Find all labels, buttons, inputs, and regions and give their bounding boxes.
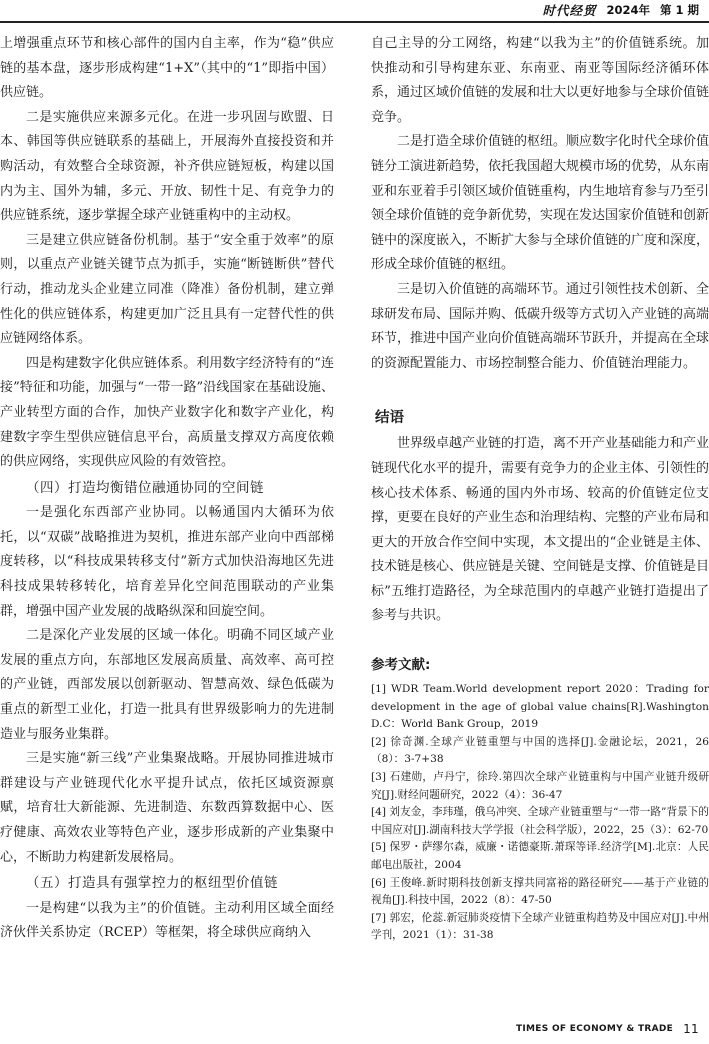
left-paragraph-8: 一是构建“以我为主”的价值链。主动利用区域全面经济伙伴关系协定（RCEP）等框架，将全球供应商纳入 — [0, 900, 334, 941]
page-footer — [516, 1022, 699, 1036]
left-column — [0, 32, 334, 946]
reference-item: [6] 王俊峰.新时期科技创新支撑共同富裕的路径研究——基于产业链的视角[J].科技中国，2022（8）：47-50 — [371, 876, 709, 907]
journal-title: 时代经贸 — [542, 3, 597, 18]
reference-list — [371, 681, 709, 945]
conclusion-paragraph: 世界级卓越产业链的打造，离不开产业基础能力和产业链现代化水平的提升，需要有竞争力的企业主体、引领性的核心技术体系、畅通的国内外市场、较高的价值链定位支撑，更要在良好的产业生态和治理结构、完整的产业布局和更大的开放合作空间中实现，本文提出的“企业链是主体、技术链是核心、供应链是关键、空间链是支撑、价值链是目标”五维打造路径，为全球范围内的卓越产业链打造提出了参考与共识。 — [371, 436, 709, 624]
conclusion-heading: 结语 — [375, 410, 404, 427]
right-paragraph-2: 二是打造全球价值链的枢纽。顺应数字化时代全球价值链分工演进新趋势，依托我国超大规模市场的优势，从东南亚和东亚着手引领区域价值链重构，内生地培育参与乃至引领全球价值链的竞争新优势，实现在发达国家价值链和创新链中的深度嵌入，不断扩大参与全球价值链的广度和深度，形成全球价值链的枢纽。 — [371, 134, 709, 273]
reference-item: [2] 徐奇渊.全球产业链重塑与中国的选择[J].金融论坛，2021，26（8）：3-7+38 — [371, 735, 709, 766]
section-heading-5: （五）打造具有强掌控力的枢纽型价值链 — [26, 875, 278, 892]
left-paragraph-2: 二是实施供应来源多元化。在进一步巩固与欧盟、日本、韩国等供应链联系的基础上，开展海外直接投资和并购活动，有效整合全球资源，补齐供应链短板，构建以国内为主、国外为辅，多元、开放、韧性十足、有竞争力的供应链系统，逐步掌握全球产业链重构中的主动权。 — [0, 109, 334, 224]
running-header — [542, 0, 699, 20]
journal-english-title: TIMES OF ECONOMY & TRADE — [515, 1024, 674, 1034]
left-paragraph-4: 四是构建数字化供应链体系。利用数字经济特有的“连接”特征和功能，加强与“一带一路”沿线国家在基础设施、产业转型方面的合作，加快产业数字化和数字产业化，构建数字孪生型供应链信息平台，高质量支撑双方高度依赖的供应网络，实现供应风险的有效管控。 — [0, 355, 334, 470]
left-paragraph-1: 上增强重点环节和核心部件的国内自主率，作为“稳”供应链的基本盘，逐步形成构建“1+X”（其中的“1”即指中国）供应链。 — [0, 36, 334, 101]
left-paragraph-5: 一是强化东西部产业协同。以畅通国内大循环为依托，以“双碳”战略推进为契机，推进东部产业向中西部梯度转移，以“科技成果转移支付”新方式加快沿海地区先进科技成果转移转化，培育差异化空间范围联动的产业集群，增强中国产业发展的战略纵深和回旋空间。 — [0, 505, 334, 619]
header-year: 2024年 — [606, 3, 650, 17]
left-paragraph-3: 三是建立供应链备份机制。基于“安全重于效率”的原则，以重点产业链关键节点为抓手，实施“断链断供”替代行动，推动龙头企业建立同准（降准）备份机制，建立弹性化的供应链体系，构建更加广泛且具有一定替代性的供应链网络体系。 — [0, 232, 334, 347]
references-heading: 参考文献: — [371, 657, 431, 674]
right-column — [371, 32, 709, 945]
reference-item: [7] 郭宏，伦蕊.新冠肺炎疫情下全球产业链重构趋势及中国应对[J].中州学刊，2021（1）：31-38 — [371, 911, 709, 942]
header-issue: 第 1 期 — [659, 3, 699, 17]
reference-item: [3] 石建勋，卢丹宁，徐玲.第四次全球产业链重构与中国产业链升级研究[J].财经问题研究，2022（4）：36-47 — [371, 771, 709, 801]
header-rule — [0, 21, 709, 23]
reference-item: [1] WDR Team.World development report 2020：Trading for development in the age of global value chains[R].Washington D.C：World Bank Group，2019 — [371, 683, 709, 731]
right-paragraph-1: 自己主导的分工网络，构建“以我为主”的价值链系统。加快推动和引导构建东亚、东南亚、南亚等国际经济循环体系，通过区域价值链的发展和壮大以更好地参与全球价值链竞争。 — [371, 36, 709, 125]
right-paragraph-3: 三是切入价值链的高端环节。通过引领性技术创新、全球研发布局、国际并购、低碳升级等方式切入产业链的高端环节，推进中国产业向价值链高端环节跃升，并提高在全球的资源配置能力、市场控制整合能力、价值链治理能力。 — [371, 281, 709, 371]
left-paragraph-7: 三是实施“新三线”产业集聚战略。开展协同推进城市群建设与产业链现代化水平提升试点，依托区域资源禀赋，培育壮大新能源、先进制造、东数西算数据中心、医疗健康、高效农业等特色产业，逐步形成新的产业集聚中心，不断助力构建新发展格局。 — [0, 751, 334, 865]
left-paragraph-6: 二是深化产业发展的区域一体化。明确不同区域产业发展的重点方向，东部地区发展高质量、高效率、高可控的产业链，西部发展以创新驱动、智慧高效、绿色低碳为重点的新型工业化，打造一批具有世界级影响力的先进制造业与服务业集群。 — [0, 628, 334, 742]
reference-item: [4] 刘友金，李玮瑾，俄乌冲突、全球产业链重塑与“一带一路”背景下的中国应对[J].湖南科技大学学报（社会科学版），2022，25（3）：62-70 — [371, 806, 709, 836]
section-heading-4: （四）打造均衡错位融通协同的空间链 — [26, 479, 264, 496]
reference-item: [5] 保罗・萨缪尔森，威廉・诺德豪斯.萧琛等译.经济学[M].北京：人民邮电出版社，2004 — [371, 841, 709, 871]
page-number: 11 — [683, 1022, 699, 1036]
